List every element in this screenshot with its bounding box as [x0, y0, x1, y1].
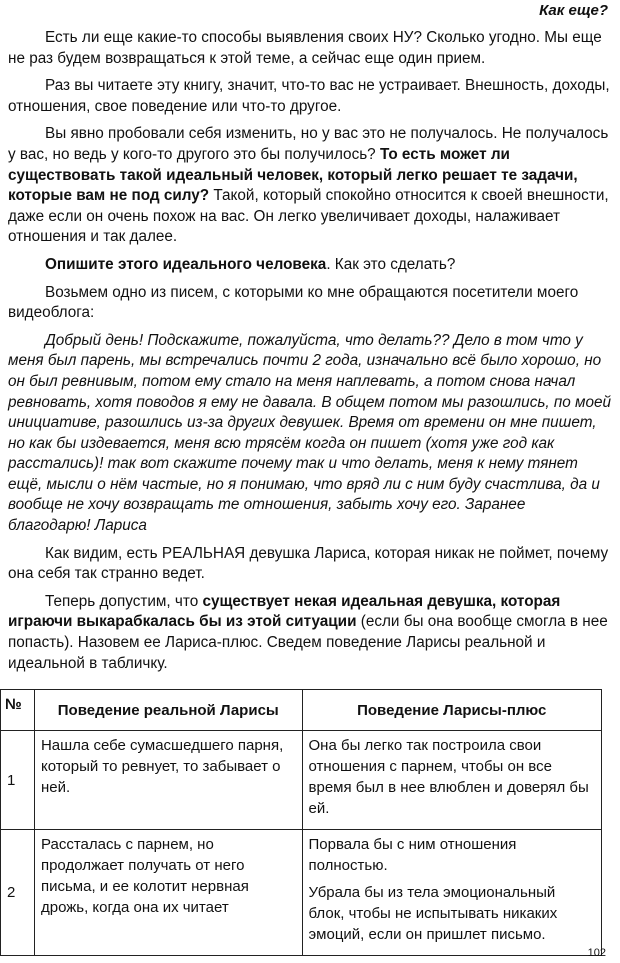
- body-text: [8, 28, 612, 681]
- bold-run: Опишите этого идеального человека: [45, 255, 327, 273]
- column-header-real: Поведение реальной Ларисы: [34, 690, 302, 731]
- cell-plus: [302, 731, 601, 830]
- text-run: Вы явно пробовали себя изменить, но у вас это не получалось. Не получалось у вас, но ведь у кого-то другого это бы получилось?: [8, 125, 609, 163]
- column-header-plus: Поведение Ларисы-плюс: [302, 690, 601, 731]
- cell-text: Порвала бы с ним отношения полностью.: [308, 836, 517, 874]
- cell-text: Нашла себе сумасшедшего парня, который то ревнует, то забывает о ней.: [40, 737, 284, 796]
- paragraph-1: Есть ли еще какие-то способы выявления своих НУ? Сколько угодно. Мы еще не раз будем возвращаться к этой теме, а сейчас еще один прием.: [8, 29, 602, 67]
- text-run: Теперь допустим, что: [45, 592, 203, 610]
- comparison-table: [0, 689, 602, 956]
- text-run: . Как это сделать?: [326, 255, 456, 273]
- table-row: [1, 731, 602, 830]
- paragraph-8: [8, 592, 612, 674]
- paragraph-5: Возьмем одно из писем, с которыми ко мне обращаются посетители моего видеоблога:: [8, 283, 579, 322]
- paragraph-2: Раз вы читаете эту книгу, значит, что-то вас не устраивает. Внешность, доходы, отношения, свое поведение или что-то другое.: [8, 77, 610, 115]
- table-row: [1, 830, 602, 956]
- chapter-header: Как еще?: [539, 2, 608, 19]
- paragraph-4: [8, 255, 612, 276]
- cell-text: Рассталась с парнем, но продолжает получать от него письма, и ее колотит нервная дрожь, когда она их читает: [40, 836, 249, 916]
- bold-run: То есть может ли существовать такой идеальный человек, который легко решает те задачи, которые вам не под силу?: [8, 145, 578, 205]
- cell-text: Убрала бы из тела эмоциональный блок, чтобы не испытывать никаких эмоций, если он пришлет письмо.: [308, 884, 558, 943]
- row-number: 1: [1, 731, 35, 830]
- cell-real: [34, 830, 302, 956]
- cell-text: Она бы легко так построила свои отношения с парнем, чтобы он все время был в нее влюблен и доверял бы ей.: [308, 737, 589, 817]
- page-number: 102: [587, 947, 606, 959]
- column-header-number: №: [1, 690, 35, 731]
- cell-plus: [302, 830, 601, 956]
- bold-run: существует некая идеальная девушка, которая играючи выкарабкалась бы из этой ситуации: [8, 592, 561, 631]
- cell-real: [34, 731, 302, 830]
- table-header-row: [1, 690, 602, 731]
- row-number: 2: [1, 830, 35, 956]
- paragraph-7: Как видим, есть РЕАЛЬНАЯ девушка Лариса, которая никак не поймет, почему она себя так странно ведет.: [8, 544, 609, 583]
- paragraph-3: [8, 124, 612, 248]
- quoted-letter: Добрый день! Подскажите, пожалуйста, что делать?? Дело в том что у меня был парень, мы встречались почти 2 года, изначально всё было хорошо, но он был ревнивым, потом ему стало на меня наплевать, а потом снова начал ревновать, хотя поводов я ему не давала. В общем потом мы разошлись, по моей инициативе, разошлись из-за других девушек. Время от времени он мне пишет, но как бы издевается, меня всю трясём когда он пишет (хотя уже год как расстались)! так вот скажите почему так и что делать, меня к нему тянет ещё, мысли о нём частые, но я понимаю, что вряд ли с ним буду счастлива, да и вообще не хочу возвращать те отношения, забыть хочу его. Заранее благодарю! Лариса: [8, 331, 612, 535]
- text-run: Такой, который спокойно относится к своей внешности, даже если он очень похож на вас. Он легко увеличивает доходы, налаживает отношения и так далее.: [8, 187, 609, 246]
- text-run: (если бы она вообще смогла в нее попасть). Назовем ее Лариса-плюс. Сведем поведение Ларисы реальной и идеальной в табличку.: [8, 613, 608, 672]
